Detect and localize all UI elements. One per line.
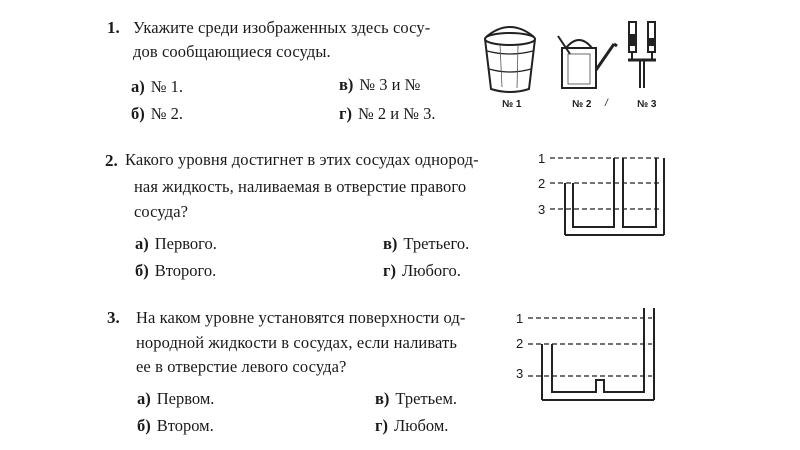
option-text: Третьем. — [395, 389, 458, 408]
option-label: б) — [135, 261, 149, 280]
option-label: в) — [375, 389, 390, 408]
option-d[interactable] — [383, 261, 461, 281]
level-label: 3 — [538, 202, 546, 217]
level-label: 2 — [516, 336, 524, 351]
question-number: 3. — [107, 308, 120, 327]
option-text: № 2. — [150, 104, 183, 123]
u-tube-vessel-drawing — [622, 20, 662, 90]
option-text: Второго. — [154, 261, 217, 280]
option-label: г) — [339, 104, 352, 123]
option-d[interactable] — [375, 416, 448, 436]
connected-vessels-diagram-2 — [548, 150, 668, 242]
option-b[interactable] — [135, 261, 216, 281]
vessel-caption: № 1 — [502, 99, 522, 110]
option-text: Любом. — [394, 416, 449, 435]
option-text: № 1. — [150, 77, 183, 96]
question-text-line: ная жидкость, наливаемая в отверстие правого — [134, 177, 467, 196]
pen-mark: / — [605, 98, 608, 109]
option-a[interactable] — [131, 77, 183, 97]
connected-vessels-diagram-3 — [526, 308, 656, 404]
option-c[interactable] — [375, 389, 457, 409]
option-a[interactable] — [137, 389, 214, 409]
option-text: Втором. — [156, 416, 214, 435]
question-number: 2. — [105, 151, 118, 170]
question-text-line: ее в отверстие левого сосуда? — [136, 357, 347, 376]
question-text-line: сосуда? — [134, 202, 189, 221]
option-d[interactable] — [339, 104, 435, 124]
option-text: Первом. — [156, 389, 215, 408]
option-label: а) — [137, 389, 151, 408]
level-label: 3 — [516, 366, 524, 381]
vessel-caption: № 2 — [572, 99, 592, 110]
question-text-line: нородной жидкости в сосудах, если наливать — [136, 333, 457, 352]
level-label: 2 — [538, 176, 546, 191]
option-b[interactable] — [137, 416, 214, 436]
option-b[interactable] — [131, 104, 183, 124]
option-text: № 2 и № 3. — [358, 104, 436, 123]
option-label: г) — [375, 416, 388, 435]
option-c[interactable] — [339, 75, 420, 95]
option-label: в) — [339, 75, 354, 94]
question-text-line: Укажите среди изображенных здесь сосу- — [133, 18, 431, 37]
option-text: Первого. — [154, 234, 217, 253]
level-label: 1 — [516, 311, 524, 326]
option-label: г) — [383, 261, 396, 280]
level-label: 1 — [538, 151, 546, 166]
vessel-caption: № 3 — [637, 99, 657, 110]
question-text-line: На каком уровне установятся поверхности од- — [136, 308, 466, 327]
question-text-line: дов сообщающиеся сосуды. — [133, 42, 331, 61]
question-text-line: Какого уровня достигнет в этих сосудах однород- — [125, 150, 479, 169]
option-text: Третьего. — [403, 234, 470, 253]
bucket-vessel-drawing — [480, 25, 540, 95]
watering-can-drawing — [556, 30, 618, 92]
option-a[interactable] — [135, 234, 217, 254]
option-label: б) — [137, 416, 151, 435]
option-text: Любого. — [402, 261, 461, 280]
question-number: 1. — [107, 18, 120, 37]
option-c[interactable] — [383, 234, 469, 254]
option-text: № 3 и № — [359, 75, 421, 94]
option-label: б) — [131, 104, 145, 123]
option-label: а) — [131, 77, 145, 96]
option-label: а) — [135, 234, 149, 253]
option-label: в) — [383, 234, 398, 253]
